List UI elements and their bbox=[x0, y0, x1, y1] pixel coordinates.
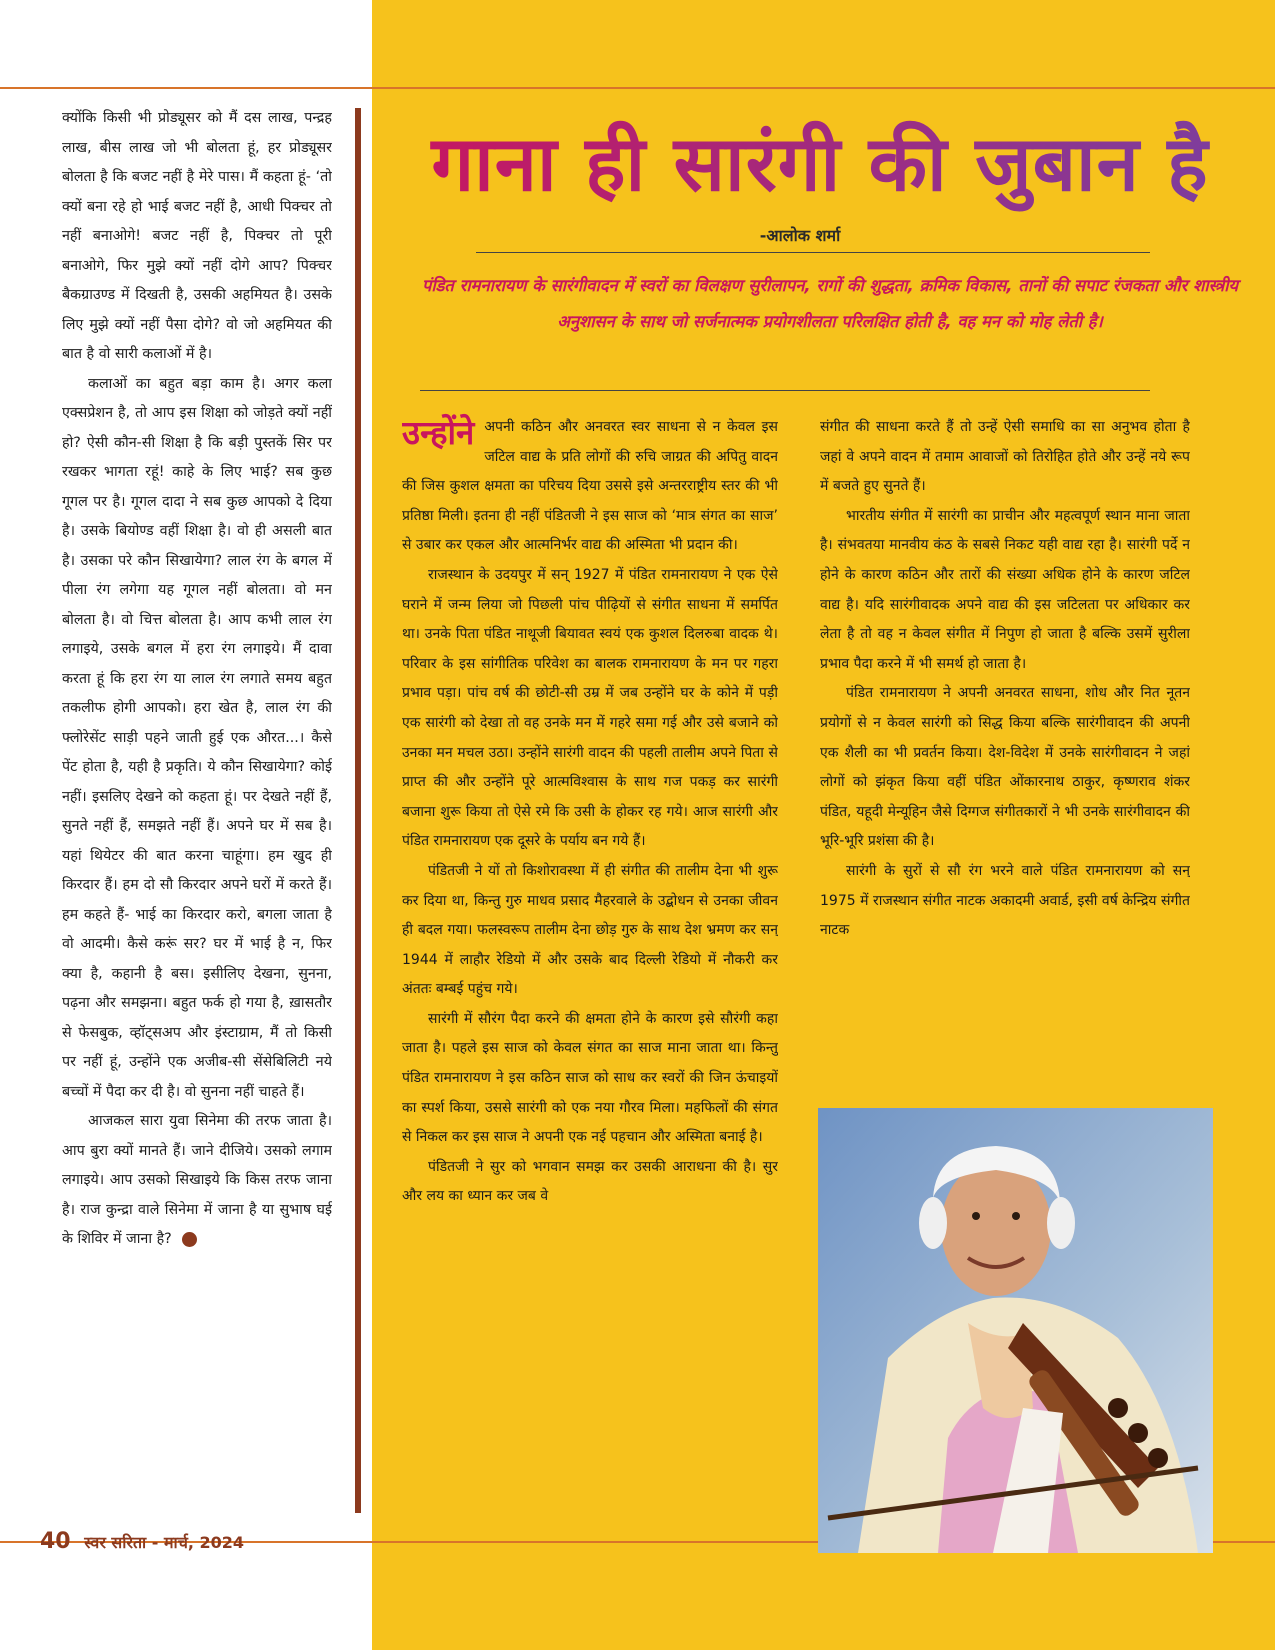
top-rule bbox=[0, 87, 1275, 89]
col2-paragraph-4: सारंगी के सुरों से सौ रंग भरने वाले पंडित रामनारायण को सन् 1975 में राजस्थान संगीत नाटक अकादमी अवार्ड, इसी वर्ष केन्द्रिय संगीत नाटक bbox=[820, 862, 1190, 939]
dropcap-word: उन्होंने bbox=[402, 413, 475, 452]
sarangi-player-illustration bbox=[818, 1108, 1213, 1553]
standfirst: पंडित रामनारायण के सारंगीवादन में स्वरों का विलक्षण सुरीलापन, रागों की शुद्धता, क्रमिक विकास, तानों की सपाट रंजकता और शास्त्रीय अनुशासन के साथ जो सर्जनात्मक प्रयोगशीलता परिलक्षित होती है, वह मन को मोह लेती है। bbox=[421, 276, 1239, 331]
left-paragraph-3 bbox=[62, 1107, 332, 1255]
col1-paragraph-2: राजस्थान के उदयपुर में सन् 1927 में पंडित रामनारायण ने एक ऐसे घराने में जन्म लिया जो पिछली पांच पीढ़ियों से संगीत साधना में समर्पित था। उनके पिता पंडित नाथूजी बियावत स्वयं एक कुशल दिलरुबा वादक थे। परिवार के इस सांगीतिक परिवेश का बालक रामनारायण के मन पर गहरा प्रभाव पड़ा। पांच वर्ष की छोटी-सी उम्र में जब उन्होंने घर के कोने में पड़ी एक सारंगी को देखा तो वह उनके मन में गहरे समा गई और उसे बजाने को उनका मन मचल उठा। उन्होंने सारंगी वादन की पहली तालीम अपने पिता से प्राप्त की और उन्होंने पूरे आत्मविश्वास के साथ गज पकड़ कर सारंगी बजाना शुरू किया तो ऐसे रमे कि उसी के होकर रह गये। आज सारंगी और पंडित रामनारायण एक दूसरे के पर्याय बन गये हैं। bbox=[402, 566, 778, 850]
col1-paragraph-5: पंडितजी ने सुर को भगवान समझ कर उसकी आराधना की है। सुर और लय का ध्यान कर जब वे bbox=[402, 1158, 778, 1205]
musician-photo bbox=[818, 1108, 1213, 1553]
col1-paragraph-1 bbox=[402, 413, 778, 561]
col1-paragraph-1-text: अपनी कठिन और अनवरत स्वर साधना से न केवल इस जटिल वाद्य के प्रति लोगों की रुचि जाग्रत की अपितु वादन की जिस कुशल क्षमता का परिचय दिया उससे इसे अन्तरराष्ट्रीय स्तर की भी प्रतिष्ठा मिली। इतना ही नहीं पंडितजी ने इस साज को ‘मात्र संगत का साज’ से उबार कर एकल और आत्मनिर्भर वाद्य की अस्मिता भी प्रदान की। bbox=[402, 419, 778, 554]
left-paragraph-2: कलाओं का बहुत बड़ा काम है। अगर कला एक्सप्रेशन है, तो आप इस शिक्षा को जोड़ते क्यों नहीं हो? ऐसी कौन-सी शिक्षा है कि बड़ी पुस्तकें सिर पर रखकर भागता रहूं! काहे के लिए भाई? सब कुछ गूगल पर है। गूगल दादा ने सब कुछ आपको दे दिया है। उसके बियोण्ड वहीं शिक्षा है। वो ही असली बात है। उसका परे कौन सिखायेगा? लाल रंग के बगल में पीला रंग लगेगा यह गूगल नहीं बोलता। वो मन बोलता है। वो चित्त बोलता है। आप कभी लाल रंग लगाइये, उसके बगल में हरा रंग लगाइये। मैं दावा करता हूं कि हरा रंग या लाल रंग लगाते समय बहुत तकलीफ होगी आपको। हरा खेत है, लाल रंग की फ्लोरेसेंट साड़ी पहने जाती हुई एक औरत...। कैसे पेंट होता है, यही है प्रकृति। ये कौन सिखायेगा? कोई नहीं। इसलिए देखने को कहता हूं। पर देखते नहीं हैं, सुनते नहीं हैं, समझते नहीं हैं। अपने घर में सब है। यहां थियेटर की बात करना चाहूंगा। हम खुद ही किरदार हैं। हम दो सौ किरदार अपने घरों में करते हैं। हम कहते हैं- भाई का किरदार करो, बगला जाता है वो आदमी। कैसे करूं सर? घर में भाई है न, फिर क्या है, कहानी है बस। इसीलिए देखना, सुनना, पढ़ना और समझना। बहुत फर्क हो गया है, ख़ासतौर से फेसबुक, व्हॉट्सअप और इंस्टाग्राम, मैं तो किसी पर नहीं हूं, उन्होंने एक अजीब-सी सेंसेबिलिटी नये बच्चों में पैदा कर दी है। वो सुनना नहीं चाहते हैं। bbox=[62, 375, 332, 1100]
page-number: 40 bbox=[40, 1529, 71, 1554]
article-column-2 bbox=[820, 413, 1190, 1098]
col2-paragraph-2: भारतीय संगीत में सारंगी का प्राचीन और महत्वपूर्ण स्थान माना जाता है। संभवतया मानवीय कंठ के सबसे निकट यही वाद्य रहा है। सारंगी पर्दे न होने के कारण कठिन और तारों की संख्या अधिक होने के कारण जटिल वाद्य है। यदि सारंगीवादक अपने वाद्य की इस जटिलता पर अधिकार कर लेता है तो वह न केवल संगीत में निपुण हो जाता है बल्कि उसमें सुरीला प्रभाव पैदा करने में भी समर्थ हो जाता है। bbox=[820, 507, 1190, 672]
column-divider bbox=[355, 108, 361, 1513]
standfirst-rule bbox=[420, 390, 1150, 391]
magazine-issue: स्वर सरिता - मार्च, 2024 bbox=[84, 1533, 245, 1552]
byline-rule bbox=[476, 252, 1150, 253]
article-column-1 bbox=[402, 413, 778, 1523]
end-mark-icon bbox=[182, 1232, 197, 1247]
author-byline: -आलोक शर्मा bbox=[759, 226, 841, 245]
col2-paragraph-1: संगीत की साधना करते हैं तो उन्हें ऐसी समाधि का सा अनुभव होता है जहां वे अपने वादन में तमाम आवाजों को तिरोहित होते और उन्हें नये रूप में बजते हुए सुनते हैं। bbox=[820, 419, 1190, 495]
left-paragraph-1: क्योंकि किसी भी प्रोड्यूसर को मैं दस लाख, पन्द्रह लाख, बीस लाख जो भी बोलता हूं, हर प्रोड्यूसर बोलता है कि बजट नहीं है मेरे पास। मैं कहता हूं- ‘तो क्यों बना रहे हो भाई बजट नहीं है, आधी पिक्चर तो नहीं बनाओगे! बजट नहीं है, पिक्चर तो पूरी बनाओगे, फिर मुझे क्यों नहीं दोगे आप? पिक्चर बैकग्राउण्ड में दिखती है, उसकी अहमियत है। उसके लिए मुझे क्यों नहीं पैसा दोगे? वो जो अहमियत की बात है वो सारी कलाओं में है। bbox=[62, 110, 332, 362]
col1-paragraph-4: सारंगी में सौरंग पैदा करने की क्षमता होने के कारण इसे सौरंगी कहा जाता है। पहले इस साज को केवल संगत का साज माना जाता था। किन्तु पंडित रामनारायण ने इस कठिन साज को साध कर स्वरों की जिन ऊंचाइयों का स्पर्श किया, उससे सारंगी को एक नया गौरव मिला। महफिलों की संगत से निकल कर इस साज ने अपनी एक नई पहचान और अस्मिता बनाई है। bbox=[402, 1010, 778, 1146]
col1-paragraph-3: पंडितजी ने यों तो किशोरावस्था में ही संगीत की तालीम देना भी शुरू कर दिया था, किन्तु गुरु माधव प्रसाद मैहरवाले के उद्बोधन से उनका जीवन ही बदल गया। फलस्वरूप तालीम देना छोड़ गुरु के साथ देश भ्रमण कर सन् 1944 में लाहौर रेडियो में और उसके बाद दिल्ली रेडियो में नौकरी कर अंततः बम्बई पहुंच गये। bbox=[402, 862, 778, 998]
col2-paragraph-3: पंडित रामनारायण ने अपनी अनवरत साधना, शोध और नित नूतन प्रयोगों से न केवल सारंगी को सिद्ध किया बल्कि सारंगीवादन की अपनी एक शैली का भी प्रवर्तन किया। देश-विदेश में उनके सारंगीवादन ने जहां लोगों को झंकृत किया वहीं पंडित ओंकारनाथ ठाकुर, कृष्णराव शंकर पंडित, यहूदी मेन्यूहिन जैसे दिग्गज संगीतकारों ने भी उनके सारंगीवादन की भूरि-भूरि प्रशंसा की है। bbox=[820, 685, 1190, 850]
previous-article-column bbox=[62, 104, 332, 1529]
page-footer bbox=[40, 1525, 320, 1559]
article-title: गाना ही सारंगी की जुबान है bbox=[380, 110, 1260, 220]
left-paragraph-3-text: आजकल सारा युवा सिनेमा की तरफ जाता है। आप बुरा क्यों मानते हैं। जाने दीजिये। उसको लगाम लगाइये। आप उसको सिखाइये कि किस तरफ जाना है। राज कुन्द्रा वाले सिनेमा में जाना है या सुभाष घई के शिविर में जाना है? bbox=[62, 1113, 332, 1247]
